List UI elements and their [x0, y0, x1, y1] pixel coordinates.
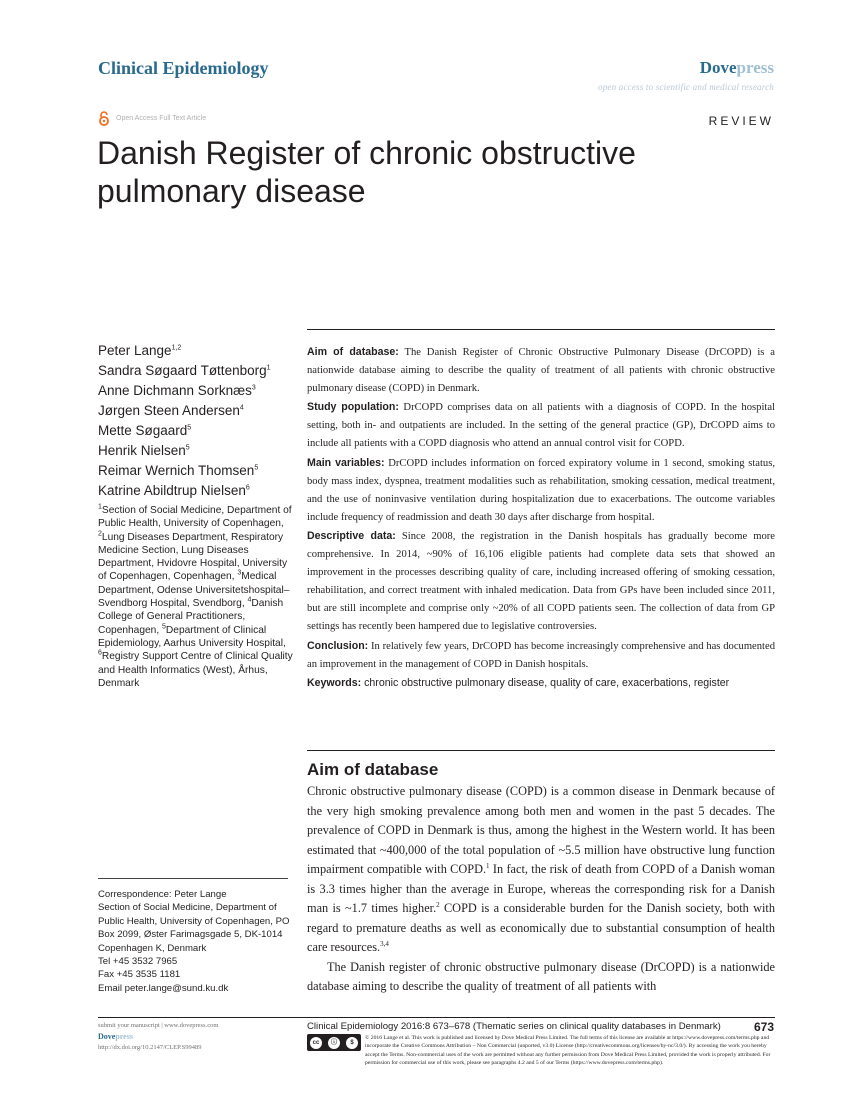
open-access-badge [98, 111, 206, 126]
correspondence-tel: Tel +45 3532 7965 [98, 956, 178, 968]
author: Anne Dichmann Sorknæs$^3$ [98, 383, 256, 398]
correspondence [98, 888, 298, 995]
abstract-top-rule [307, 329, 775, 330]
attribution-icon: ⓘ [328, 1037, 340, 1049]
abstract-aim: Aim of database: The Danish Register of Chronic Obstructive Pulmonary Disease (DrCOPD) is a nationwide database aiming to describe the quality of treatment of all patients with chronic obstructive pulmonary disease (COPD) in Denmark. [307, 346, 775, 395]
journal-title: Clinical Epidemiology [98, 58, 269, 78]
submit-manuscript-link[interactable]: submit your manuscript | www.dovepress.com [98, 1022, 219, 1029]
cc-icon: cc [310, 1037, 322, 1049]
brand-dove: Dove [699, 58, 737, 77]
abstract-bottom-rule [307, 750, 775, 751]
correspondence-name: Correspondence: Peter Lange [98, 889, 227, 900]
footer-left [98, 1020, 278, 1053]
citation-line: Clinical Epidemiology 2016:8 673–678 (Thematic series on clinical quality databases in Denmark) [307, 1021, 721, 1032]
author: Katrine Abildtrup Nielsen$^6$ [98, 483, 250, 498]
author: Peter Lange$^{1,2}$ [98, 343, 182, 358]
author: Henrik Nielsen$^5$ [98, 443, 190, 458]
abstract-descriptive: Descriptive data: Since 2008, the registration in the Danish hospitals has gradually become more comprehensive. In 2014, ~90% of 16,106 eligible patients had complete data sets that showed an improvement in the processes describing quality of care, including increased offering of smoking cessation, rehabilitation, and correct treatment with inhaled medication. Data from GPs have been included since 2011, but are still incomplete and comprise only ~20% of all COPD patients seen. The collection of data from GP settings has recently been hampered due to legislative controversies. [307, 529, 775, 633]
author: Reimar Wernich Thomsen$^5$ [98, 463, 259, 478]
footer-dovepress-logo[interactable]: Dovepress [98, 1032, 133, 1041]
license-text: © 2016 Lange et al. This work is published and licensed by Dove Medical Press Limited. The full terms of this license are available at https://www.dovepress.com/terms.php and incorporate the Creative Commons Attribution – Non Commercial (unported, v3.0) License (http://creativecommons.org/licenses/by-nc/3.0/). By accessing the work you hereby accept the Terms. Non-commercial uses of the work are permitted without any further permission from Dove Medical Press Limited, provided the work is properly attributed. For permission for commercial use of this work, please see paragraphs 4.2 and 5 of our Terms (https://www.dovepress.com/terms.php). [365, 1035, 771, 1066]
open-access-icon [98, 111, 110, 126]
page-number: 673 [753, 1020, 774, 1034]
brand-press: press [736, 58, 774, 77]
section-heading: Aim of database [307, 760, 439, 779]
abstract-population: Study population: DrCOPD comprises data on all patients with a diagnosis of COPD. In the hospital setting, both in- and outpatients are included. In the setting of the general practice (GP), DrCOPD aims to include all patients with a COPD diagnosis who attend an annual control visit for COPD. [307, 401, 775, 450]
abstract-conclusion: Conclusion: In relatively few years, DrCOPD has become increasingly comprehensive and has documented an improvement in the management of COPD in Danish hospitals. [307, 639, 775, 670]
correspondence-address: Section of Social Medicine, Department of Public Health, University of Copenhagen, PO Box 2099, Øster Farimagsgade 5, DK-1014 Copenhagen K, Denmark [98, 902, 290, 954]
open-access-label: Open Access Full Text Article [116, 115, 207, 122]
abstract [307, 343, 775, 693]
author: Jørgen Steen Andersen$^4$ [98, 403, 244, 418]
abstract-variables: Main variables: DrCOPD includes information on forced expiratory volume in 1 second, smoking status, body mass index, dyspnea, treatment modalities such as rehabilitation, smoking cessation, medical treatment, and the use of noninvasive ventilation during hospitalization due to exacerbations. The outcome variables include frequency of readmission and death 30 days after discharge from hospital. [307, 456, 775, 523]
dovepress-logo[interactable] [700, 58, 774, 78]
correspondence-divider [98, 878, 288, 879]
cc-license-badge[interactable] [307, 1034, 361, 1051]
paragraph: The Danish register of chronic obstructive pulmonary disease (DrCOPD) is a nationwide database aiming to describe the quality of treatment of all patients with [307, 959, 775, 993]
body-text [307, 782, 775, 997]
abstract-keywords: Keywords: chronic obstructive pulmonary disease, quality of care, exacerbations, register [307, 676, 730, 689]
author: Sandra Søgaard Tøttenborg$^1$ [98, 363, 271, 378]
noncommercial-icon: $ [346, 1037, 358, 1049]
affiliations: $^1$Section of Social Medicine, Department of Public Health, University of Copenhagen, $^2$Lung Diseases Department, Respiratory Medicine Section, Lung Diseases Department, Hvidovre Hospital, University of Copenhagen, Copenhagen, $^3$Medical Department, Odense Universitetshospital–Svendborg Hospital, Svendborg, $^4$Danish College of General Practitioners, Copenhagen, $^5$Department of Clinical Epidemiology, Aarhus University Hospital, $^6$Registry Support Centre of Clinical Quality and Health Informatics (West), Århus, Denmark [98, 503, 293, 689]
footer-rule [98, 1017, 775, 1018]
publisher-tagline: open access to scientific and medical research [598, 82, 774, 92]
doi-link[interactable]: http://dx.doi.org/10.2147/CLEP.S99489 [98, 1044, 202, 1051]
author: Mette Søgaard$^5$ [98, 423, 192, 438]
paragraph: Chronic obstructive pulmonary disease (COPD) is a common disease in Denmark because of the very high smoking prevalence among both men and women in the past 5 decades. The prevalence of COPD in Denmark is thus, among the highest in the Western world. It has been estimated that ~400,000 of the total population of ~5.5 million have obstructive lung function impairment compatible with COPD.$^1$ In fact, the risk of death from COPD of a Danish woman is 3.3 times higher than the average in Europe, whereas the corresponding risk for a Danish man is ~1.7 times higher.$^2$ COPD is a considerable burden for the Danish society, both with regard to premature deaths as well as economically due to substantial consumption of health care resources.$^{3,4}$ [307, 784, 776, 954]
article-title: Danish Register of chronic obstructive pulmonary disease [97, 135, 636, 209]
article-type: REVIEW [708, 114, 774, 128]
correspondence-email[interactable]: Email peter.lange@sund.ku.dk [98, 982, 229, 994]
author-list [98, 341, 298, 501]
correspondence-fax: Fax +45 3535 1181 [98, 969, 181, 981]
